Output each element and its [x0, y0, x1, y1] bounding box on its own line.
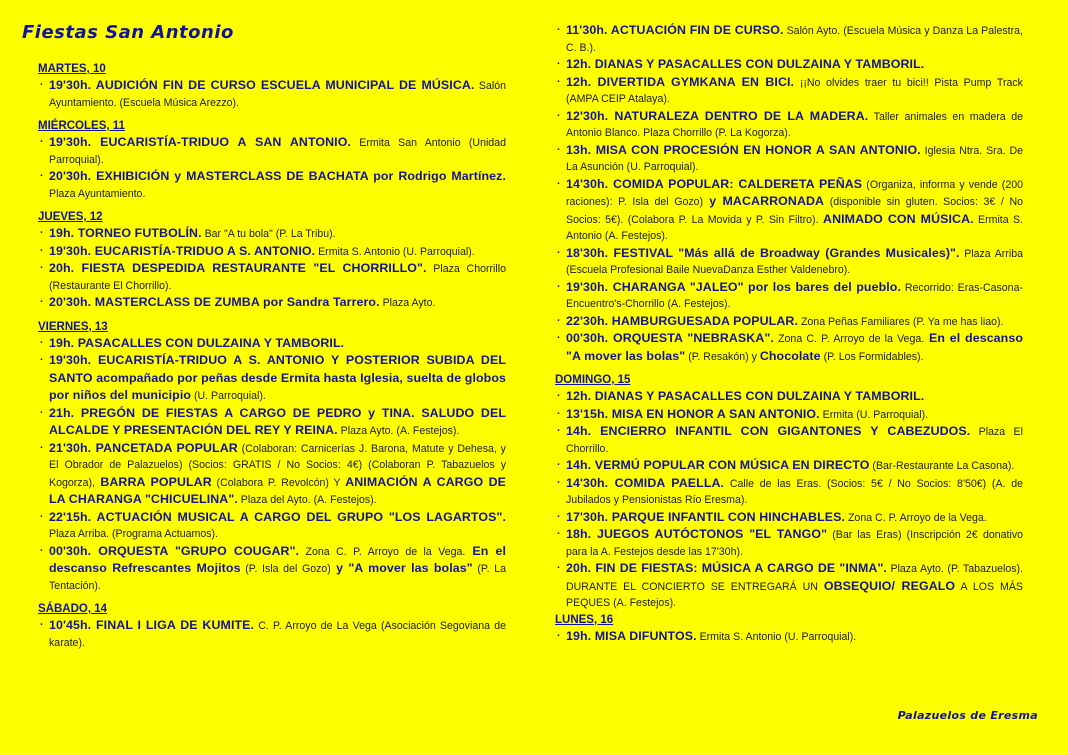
event-details: Plaza Ayto. (A. Festejos).: [337, 425, 460, 437]
event-title: 12h. DIVERTIDA GYMKANA EN BICI.: [566, 74, 795, 89]
schedule-item: [38, 168, 506, 202]
event-title: 14'30h. COMIDA PAELLA.: [566, 475, 725, 490]
schedule-item: [555, 388, 1023, 406]
event-details: (Colabora P. Revolcón) Y: [211, 476, 346, 489]
event-details: Ermita (U. Parroquial).: [819, 408, 929, 421]
event-title: 12'30h. NATURALEZA DENTRO DE LA MADERA.: [566, 108, 869, 123]
event-title: 20h. FIESTA DESPEDIDA RESTAURANTE "EL CHORRILLO".: [49, 261, 427, 275]
event-details: Calle de las Eras. (Socios: 5€ / No Socios: 8'50€) (A. de Jubilados y Pensionistas Río Eresma).: [566, 477, 1023, 506]
event-title: 19h. PASACALLES CON DULZAINA Y TAMBORIL.: [49, 335, 345, 350]
event-title: y MACARRONADA: [703, 194, 825, 208]
event-details: (U. Parroquial).: [191, 390, 266, 402]
event-title: BARRA POPULAR: [94, 474, 212, 489]
event-title: OBSEQUIO/ REGALO: [823, 578, 956, 593]
event-title: ANIMACIÓN A CARGO DE LA CHARANGA "CHICUELINA".: [49, 474, 506, 506]
event-title: 18h. JUEGOS AUTÓCTONOS "EL TANGO": [566, 527, 828, 541]
event-title: 19'30h. CHARANGA "JALEO" por los bares del pueblo.: [566, 279, 901, 294]
schedule-item: [38, 509, 506, 543]
right-column: [555, 22, 1023, 645]
event-title: 19h. TORNEO FUTBOLÍN.: [49, 226, 202, 240]
schedule-item: [555, 406, 1023, 424]
event-title: 19'30h. EUCARISTÍA-TRIDUO A S. ANTONIO.: [49, 243, 316, 258]
event-details: Salón Ayuntamiento. (Escuela Música Arezzo).: [49, 80, 506, 109]
event-title: 11'30h. ACTUACIÓN FIN DE CURSO.: [566, 23, 784, 37]
event-details: (Colaboran: Carnicerías J. Barona, Matute y Dehesa, y El Obrador de Palazuelos) (Socios: GRATIS / No Socios: 4€) (Colaboran P. Tabazuelos y Kogorza),: [49, 442, 506, 489]
event-details: Zona C. P. Arroyo de la Vega.: [845, 511, 987, 524]
schedule-item: [38, 294, 506, 312]
event-details: Ermita San Antonio (Unidad Parroquial).: [49, 137, 506, 166]
schedule-item: [555, 74, 1023, 108]
event-title: 19'30h. EUCARISTÍA-TRIDUO A S. ANTONIO Y POSTERIOR SUBIDA DEL SANTO: [49, 353, 506, 385]
event-title: 22'15h. ACTUACIÓN MUSICAL A CARGO DEL GRUPO "LOS LAGARTOS".: [49, 509, 506, 524]
event-details: Plaza del Ayto. (A. Festejos).: [237, 494, 377, 506]
schedule-item: [555, 526, 1023, 560]
schedule-item: [555, 279, 1023, 313]
event-title: 20h. FIN DE FIESTAS: MÚSICA A CARGO DE "INMA".: [566, 561, 887, 575]
event-title: 17'30h. PARQUE INFANTIL CON HINCHABLES.: [566, 509, 846, 524]
event-title: 20'30h. EXHIBICIÓN y MASTERCLASS DE BACHATA por Rodrigo Martínez.: [49, 169, 506, 183]
schedule-item: [38, 335, 506, 353]
schedule-item: [555, 628, 1023, 646]
day-heading: MIÉRCOLES, 11: [38, 120, 125, 132]
schedule-item: [555, 330, 1023, 365]
schedule-item: [555, 457, 1023, 475]
event-details: Bar "A tu bola" (P. La Tribu).: [201, 228, 336, 240]
event-title: 19h. MISA DIFUNTOS.: [566, 628, 697, 643]
event-details: (Organiza, informa y vende (200 raciones): P. Isla del Gozo): [566, 178, 1023, 208]
schedule-item: [555, 56, 1023, 74]
event-title: 21'30h. PANCETADA POPULAR: [49, 440, 238, 455]
event-details: (P. Resakón) y: [685, 350, 760, 363]
schedule-item: [38, 134, 506, 168]
event-details: (P. Isla del Gozo): [240, 563, 331, 575]
day-heading: SÁBADO, 14: [38, 603, 108, 615]
event-details: (Bar-Restaurante La Casona).: [869, 460, 1015, 472]
schedule-item: [38, 352, 506, 405]
event-title: 12h. DIANAS Y PASACALLES CON DULZAINA Y TAMBORIL.: [566, 389, 925, 403]
event-title: 19'30h. AUDICIÓN FIN DE CURSO ESCUELA MUNICIPAL DE MÚSICA.: [49, 78, 475, 92]
event-details: (P. La Tentación).: [49, 563, 506, 592]
schedule-item: [555, 313, 1023, 331]
event-title: En el descanso Refrescantes Mojitos: [49, 543, 506, 575]
schedule-item: [555, 22, 1023, 56]
page-title: Fiestas San Antonio: [22, 22, 234, 43]
event-details: Plaza El Chorrillo.: [566, 426, 1023, 455]
day-heading: LUNES, 16: [555, 613, 614, 626]
schedule-item: [38, 243, 506, 261]
event-title: 13h. MISA CON PROCESIÓN EN HONOR A SAN ANTONIO.: [566, 142, 921, 157]
event-title: 00'30h. ORQUESTA "GRUPO COUGAR".: [49, 543, 300, 558]
schedule-item: [38, 543, 506, 595]
event-details: Plaza Arriba (Escuela Profesional Baile NuevaDanza Esther Valdenebro).: [566, 247, 1023, 276]
schedule-item: [555, 509, 1023, 527]
event-title: 20'30h. MASTERCLASS DE ZUMBA por Sandra Tarrero.: [49, 295, 380, 309]
schedule-item: [38, 617, 506, 651]
schedule-item: [38, 260, 506, 294]
event-title: 00'30h. ORQUESTA "NEBRASKA".: [566, 331, 774, 345]
event-details: A LOS MÁS PEQUES (A. Festejos).: [566, 580, 1023, 609]
event-details: Zona Peñas Familiares (P. Ya me has liao).: [798, 315, 1004, 328]
event-details: Zona C. P. Arroyo de la Vega.: [299, 545, 466, 558]
event-details: Plaza Arriba. (Programa Actuamos).: [49, 528, 218, 540]
event-details: Plaza Ayuntamiento.: [49, 187, 146, 200]
left-column: [38, 63, 506, 651]
event-title: 19'30h. EUCARISTÍA-TRIDUO A SAN ANTONIO.: [49, 135, 352, 149]
event-title: ANIMADO CON MÚSICA.: [818, 211, 974, 226]
day-heading: DOMINGO, 15: [555, 374, 631, 386]
day-heading: MARTES, 10: [38, 63, 106, 75]
schedule-item: [555, 176, 1023, 245]
event-details: C. P. Arroyo de La Vega (Asociación Segoviana de karate).: [49, 620, 506, 649]
event-title: 12h. DIANAS Y PASACALLES CON DULZAINA Y TAMBORIL.: [566, 57, 925, 71]
event-title: 10'45h. FINAL I LIGA DE KUMITE.: [49, 618, 255, 632]
event-details: Plaza Chorrillo (Restaurante El Chorrillo).: [49, 263, 506, 292]
event-title: Chocolate: [759, 348, 821, 363]
schedule-item: [555, 560, 1023, 612]
event-details: (Bar las Eras) (Inscripción 2€ donativo para la A. Festejos desde las 17'30h).: [566, 529, 1024, 558]
schedule-item: [555, 423, 1023, 457]
footer-brand: Palazuelos de Eresma: [897, 709, 1038, 722]
schedule-item: [555, 245, 1023, 279]
event-details: (disponible sin gluten. Socios: 3€ / No Socios: 5€). (Colabora P. La Movida y P. Sin Filtro).: [566, 196, 1024, 226]
schedule-item: [38, 77, 506, 111]
event-details: Taller animales en madera de Antonio Blanco. Plaza Chorrillo (P. La Kogorza).: [566, 110, 1023, 139]
event-title: 21h. PREGÓN DE FIESTAS A CARGO DE PEDRO y TINA. SALUDO DEL ALCALDE Y PRESENTACIÓN DEL REY Y REINA.: [49, 405, 506, 437]
event-details: Ermita S. Antonio (A. Festejos).: [566, 213, 1023, 242]
event-title: 13'15h. MISA EN HONOR A SAN ANTONIO.: [566, 406, 820, 421]
schedule-item: [38, 405, 506, 440]
event-details: Plaza Ayto. (P. Tabazuelos). DURANTE EL CONCIERTO SE ENTREGARÁ UN: [566, 563, 1023, 593]
schedule-item: [555, 108, 1023, 142]
event-title: 14h. ENCIERRO INFANTIL CON GIGANTONES Y CABEZUDOS.: [566, 424, 971, 438]
day-heading: VIERNES, 13: [38, 320, 108, 333]
event-details: Plaza Ayto.: [379, 297, 436, 309]
event-details: Recorrido: Eras-Casona-Encuentro's-Chorrillo (A. Festejos).: [566, 281, 1023, 310]
event-details: Ermita S. Antonio (U. Parroquial).: [315, 245, 475, 258]
day-heading: JUEVES, 12: [38, 211, 103, 223]
event-title: En el descanso "A mover las bolas": [566, 331, 1024, 363]
event-details: Zona C. P. Arroyo de la Vega.: [773, 333, 925, 345]
schedule-item: [38, 225, 506, 243]
schedule-item: [555, 142, 1023, 176]
event-details: ¡¡No olvides traer tu bici!! Pista Pump Track (AMPA CEIP Atalaya).: [566, 76, 1023, 105]
event-details: (P. Los Formidables).: [820, 350, 924, 363]
event-details: Salón Ayto. (Escuela Música y Danza La Palestra, C. B.).: [566, 25, 1023, 54]
event-title: 14'30h. COMIDA POPULAR: CALDERETA PEÑAS: [566, 176, 863, 191]
schedule-item: [38, 440, 506, 509]
event-title: y "A mover las bolas": [330, 561, 473, 575]
event-title: 14h. VERMÚ POPULAR CON MÚSICA EN DIRECTO: [566, 458, 870, 472]
event-title: acompañado por peñas desde Ermita hasta Iglesia, suelta de globos por niños del municipio: [49, 370, 506, 402]
event-details: Iglesia Ntra. Sra. De La Asunción (U. Parroquial).: [566, 144, 1023, 173]
schedule-item: [555, 475, 1023, 509]
event-title: 22'30h. HAMBURGUESADA POPULAR.: [566, 313, 798, 328]
event-details: Ermita S. Antonio (U. Parroquial).: [696, 630, 857, 643]
event-title: 18'30h. FESTIVAL "Más allá de Broadway (Grandes Musicales)".: [566, 245, 960, 260]
